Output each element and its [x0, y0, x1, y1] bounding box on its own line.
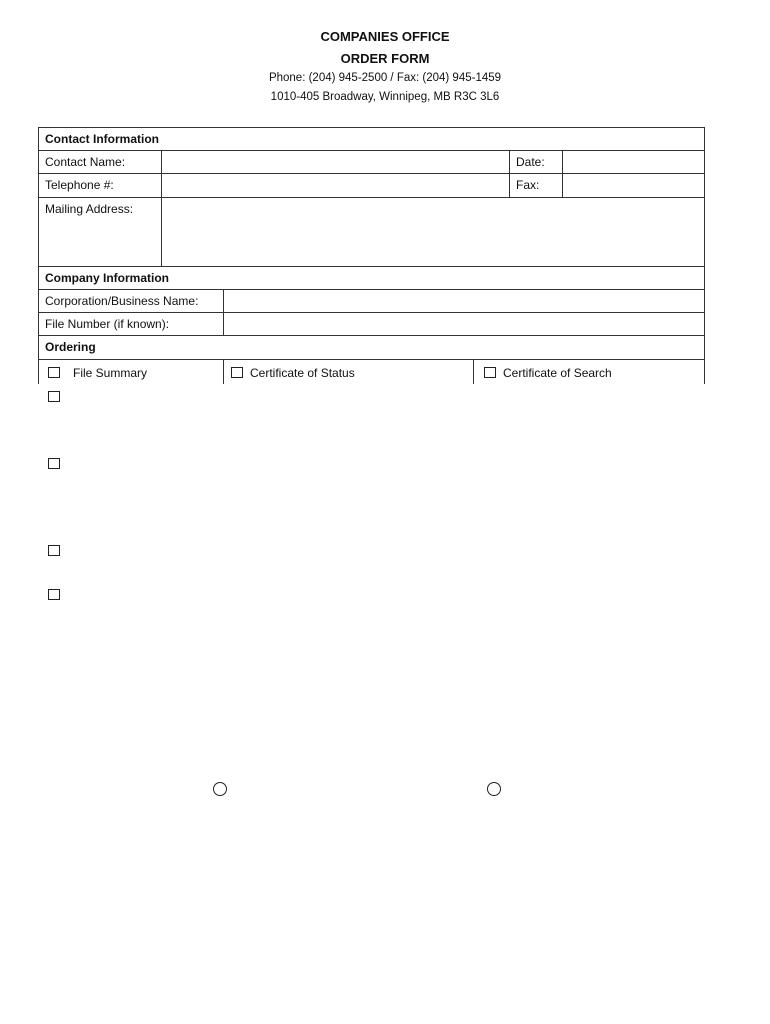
order-form-table: [38, 127, 705, 384]
fax-label: Fax:: [516, 178, 540, 192]
delivery-option-radio[interactable]: [213, 782, 227, 796]
mailing-address-label: Mailing Address:: [45, 202, 134, 216]
date-label: Date:: [516, 155, 545, 169]
company-section-heading: Company Information: [45, 271, 170, 285]
delivery-option-radio[interactable]: [487, 782, 501, 796]
office-phone-fax: Phone: (204) 945-2500 / Fax: (204) 945-1459: [268, 72, 502, 84]
form-title: COMPANIES OFFICE: [320, 29, 450, 44]
fax-field[interactable]: [564, 174, 703, 196]
telephone-field[interactable]: [163, 174, 508, 196]
contact-name-field[interactable]: [163, 151, 508, 173]
contact-section-heading: Contact Information: [45, 132, 159, 146]
file-number-label: File Number (if known):: [45, 317, 170, 331]
order-option-checkbox[interactable]: [48, 589, 60, 600]
order-option-checkbox[interactable]: [48, 545, 60, 556]
file-summary-checkbox[interactable]: [48, 367, 60, 378]
form-subtitle: ORDER FORM: [340, 51, 430, 66]
certificate-of-status-checkbox[interactable]: [231, 367, 243, 378]
file-number-field[interactable]: [225, 313, 703, 335]
business-name-label: Corporation/Business Name:: [45, 294, 199, 308]
telephone-label: Telephone #:: [45, 178, 114, 192]
certificate-of-search-checkbox[interactable]: [484, 367, 496, 378]
ordering-section-heading: Ordering: [45, 340, 96, 354]
order-option-checkbox[interactable]: [48, 391, 60, 402]
contact-name-label: Contact Name:: [45, 155, 126, 169]
certificate-of-status-label: Certificate of Status: [250, 366, 355, 380]
business-name-field[interactable]: [225, 290, 703, 312]
certificate-of-search-label: Certificate of Search: [503, 366, 612, 380]
mailing-address-field[interactable]: [163, 198, 703, 265]
office-address: 1010-405 Broadway, Winnipeg, MB R3C 3L6: [270, 91, 500, 103]
order-option-checkbox[interactable]: [48, 458, 60, 469]
date-field[interactable]: [564, 151, 703, 173]
file-summary-label: File Summary: [73, 366, 148, 380]
